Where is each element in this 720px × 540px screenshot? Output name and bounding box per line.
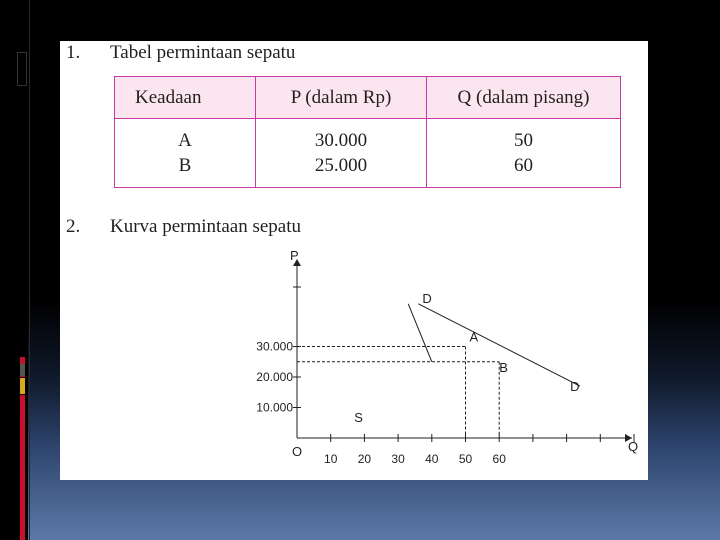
curve-label-d-end: D (570, 379, 580, 395)
curve-label-s: S (354, 410, 363, 425)
cell-quantity (427, 119, 621, 188)
table-row (115, 119, 621, 188)
cell-price-b: 25.000 (314, 155, 368, 176)
point-label-a: A (469, 329, 479, 345)
origin-label: O (292, 444, 303, 459)
accent-bar-yellow (20, 378, 25, 394)
left-border-line (29, 0, 30, 540)
x-tick-label: 10 (324, 452, 338, 466)
y-tick-label: 30.000 (256, 339, 293, 354)
accent-bar-red-long (20, 395, 25, 540)
section1-title: Tabel permintaan sepatu (110, 42, 296, 63)
section2-number: 2. (66, 216, 81, 237)
point-label-b: B (499, 359, 508, 375)
x-tick-label: 60 (492, 452, 506, 466)
accent-bar-gray (20, 364, 25, 376)
x-tick-label: 20 (357, 452, 372, 466)
section2-title: Kurva permintaan sepatu (110, 216, 301, 237)
cell-quantity-b: 60 (514, 155, 533, 176)
header-keadaan: Keadaan (115, 77, 256, 119)
y-axis-label: P (290, 248, 299, 263)
slide-content (60, 41, 648, 480)
cell-keadaan (115, 119, 256, 188)
cell-price-a: 30.000 (314, 130, 368, 151)
x-tick-label: 40 (425, 452, 439, 466)
cell-price (256, 119, 427, 188)
header-quantity: Q (dalam pisang) (427, 77, 621, 119)
header-price: P (dalam Rp) (256, 77, 427, 119)
demand-curve-chart (240, 245, 650, 470)
y-tick-label: 10.000 (256, 400, 293, 415)
cell-quantity-a: 50 (514, 130, 533, 151)
accent-block-top (17, 52, 27, 86)
cell-keadaan-a: A (178, 130, 192, 151)
cell-keadaan-b: B (178, 155, 192, 176)
section1-number: 1. (66, 42, 81, 63)
demand-table (114, 76, 621, 188)
series-line-s (408, 304, 432, 362)
table-header-row (115, 77, 621, 119)
y-tick-label: 20.000 (256, 370, 293, 384)
x-tick-label: 30 (391, 452, 405, 466)
x-axis-label: Q (628, 439, 639, 454)
curve-label-d: D (422, 290, 432, 306)
x-tick-label: 50 (458, 452, 473, 466)
